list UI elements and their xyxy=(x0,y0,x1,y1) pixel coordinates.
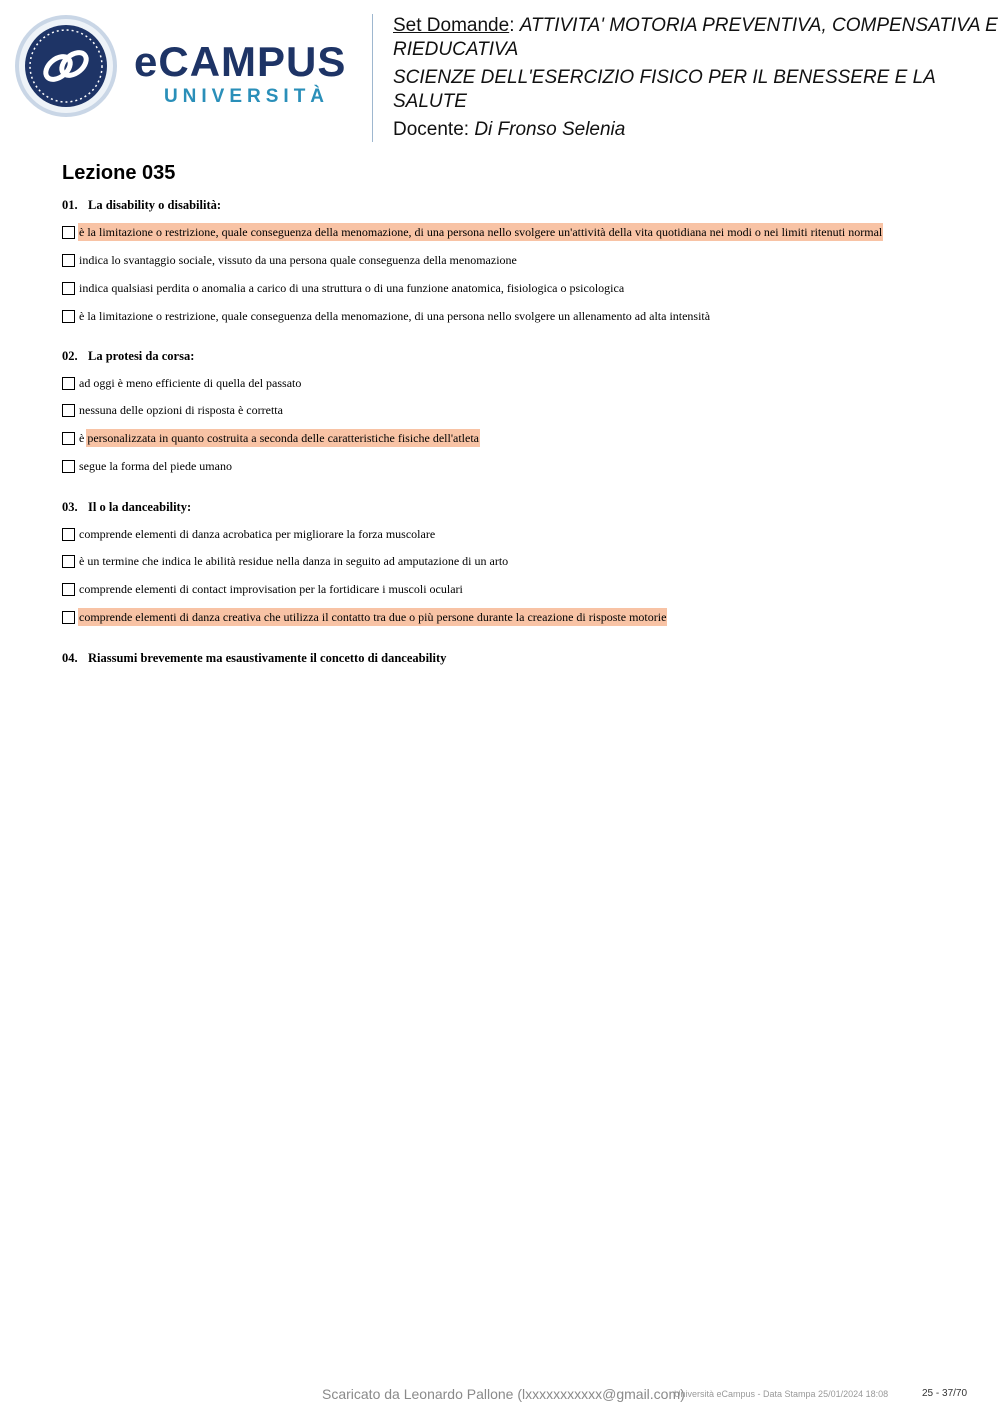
answer-checkbox[interactable] xyxy=(62,310,75,323)
brand-sub-text: UNIVERSITÀ xyxy=(163,86,330,107)
answer-text: comprende elementi di danza acrobatica per migliorare la forza muscolare xyxy=(79,527,436,541)
university-seal-icon xyxy=(14,14,118,118)
answer-text: nessuna delle opzioni di risposta è corretta xyxy=(79,403,283,417)
answer-text: è la limitazione o restrizione, quale conseguenza della menomazione, di una persona nello svolgere un allenamento ad alta intensità xyxy=(79,309,711,323)
answer-text: indica qualsiasi perdita o anomalia a carico di una struttura o di una funzione anatomica, fisiologica o psicologica xyxy=(79,281,625,295)
answer-option xyxy=(62,608,667,626)
answer-option xyxy=(62,307,711,325)
degree-name-2: SALUTE xyxy=(393,91,467,112)
download-watermark: Scaricato da Leonardo Pallone (lxxxxxxxxxxx@gmail.com) xyxy=(322,1386,685,1402)
answer-option xyxy=(62,401,284,419)
answer-text: personalizzata in quanto costruita a seconda delle caratteristiche fisiche dell'atleta xyxy=(87,431,479,445)
answer-option xyxy=(62,374,302,392)
teacher-name: Di Fronso Selenia xyxy=(474,119,626,140)
question-01 xyxy=(62,198,221,213)
answer-option xyxy=(62,279,625,297)
question-text: La protesi da corsa: xyxy=(88,349,195,363)
teacher-line xyxy=(393,118,1000,142)
question-number: 03. xyxy=(62,500,78,514)
brand-wordmark xyxy=(134,38,359,108)
question-03 xyxy=(62,500,191,515)
answer-text: è un termine che indica le abilità residue nella danza in seguito ad amputazione di un arto xyxy=(79,554,509,568)
ecampus-logo xyxy=(14,14,359,118)
answer-option xyxy=(62,429,480,447)
course-header xyxy=(393,14,1000,142)
answer-option xyxy=(62,552,509,570)
page-number: 25 - 37/70 xyxy=(922,1388,968,1399)
answer-checkbox[interactable] xyxy=(62,555,75,568)
answer-checkbox[interactable] xyxy=(62,460,75,473)
answer-checkbox[interactable] xyxy=(62,432,75,445)
question-text: Riassumi brevemente ma esaustivamente il concetto di danceability xyxy=(88,651,447,665)
answer-checkbox[interactable] xyxy=(62,226,75,239)
degree-name-1: SCIENZE DELL'ESERCIZIO FISICO PER IL BENESSERE E LA xyxy=(393,67,936,88)
brand-main-text: eCAMPUS xyxy=(134,38,347,85)
answer-checkbox[interactable] xyxy=(62,404,75,417)
question-02 xyxy=(62,349,194,364)
answer-checkbox[interactable] xyxy=(62,282,75,295)
answer-option xyxy=(62,457,233,475)
header-divider xyxy=(372,14,373,142)
answer-option xyxy=(62,525,436,543)
answer-checkbox[interactable] xyxy=(62,611,75,624)
course-name-1: ATTIVITA' MOTORIA PREVENTIVA, COMPENSATIVA E xyxy=(519,15,998,36)
set-label: Set Domande xyxy=(393,15,510,36)
question-number: 04. xyxy=(62,651,78,665)
answer-text: indica lo svantaggio sociale, vissuto da una persona quale conseguenza della menomazione xyxy=(79,253,517,267)
page-footer xyxy=(322,1386,972,1406)
print-metadata: Università eCampus - Data Stampa 25/01/2024 18:08 xyxy=(674,1389,889,1399)
answer-text: comprende elementi di danza creativa che utilizza il contatto tra due o più persone durante la creazione di risposte motorie xyxy=(79,610,667,624)
question-number: 01. xyxy=(62,198,78,212)
question-04 xyxy=(62,651,446,666)
answer-text: segue la forma del piede umano xyxy=(79,459,232,473)
lesson-title: Lezione 035 xyxy=(62,162,176,184)
course-name-2: RIEDUCATIVA xyxy=(393,39,519,60)
answer-checkbox[interactable] xyxy=(62,583,75,596)
answer-text: ad oggi è meno efficiente di quella del passato xyxy=(79,376,302,390)
answer-option xyxy=(62,580,464,598)
answer-checkbox[interactable] xyxy=(62,254,75,267)
answer-checkbox[interactable] xyxy=(62,528,75,541)
question-text: La disability o disabilità: xyxy=(88,198,222,212)
question-text: Il o la danceability: xyxy=(88,500,192,514)
answer-option xyxy=(62,223,883,241)
answer-text: è la limitazione o restrizione, quale conseguenza della menomazione, di una persona nello svolgere un'attività della vita quotidiana nei modi o nei limiti ritenuti normal xyxy=(79,225,883,239)
course-title-line: Set Domande: ATTIVITA' MOTORIA PREVENTIVA, COMPENSATIVA E xyxy=(393,15,998,36)
answer-prefix: è xyxy=(79,431,85,445)
answer-checkbox[interactable] xyxy=(62,377,75,390)
answer-text: comprende elementi di contact improvisation per la fortidicare i muscoli oculari xyxy=(79,582,463,596)
answer-option xyxy=(62,251,518,269)
teacher-label: Docente: xyxy=(393,119,470,140)
question-number: 02. xyxy=(62,349,78,363)
